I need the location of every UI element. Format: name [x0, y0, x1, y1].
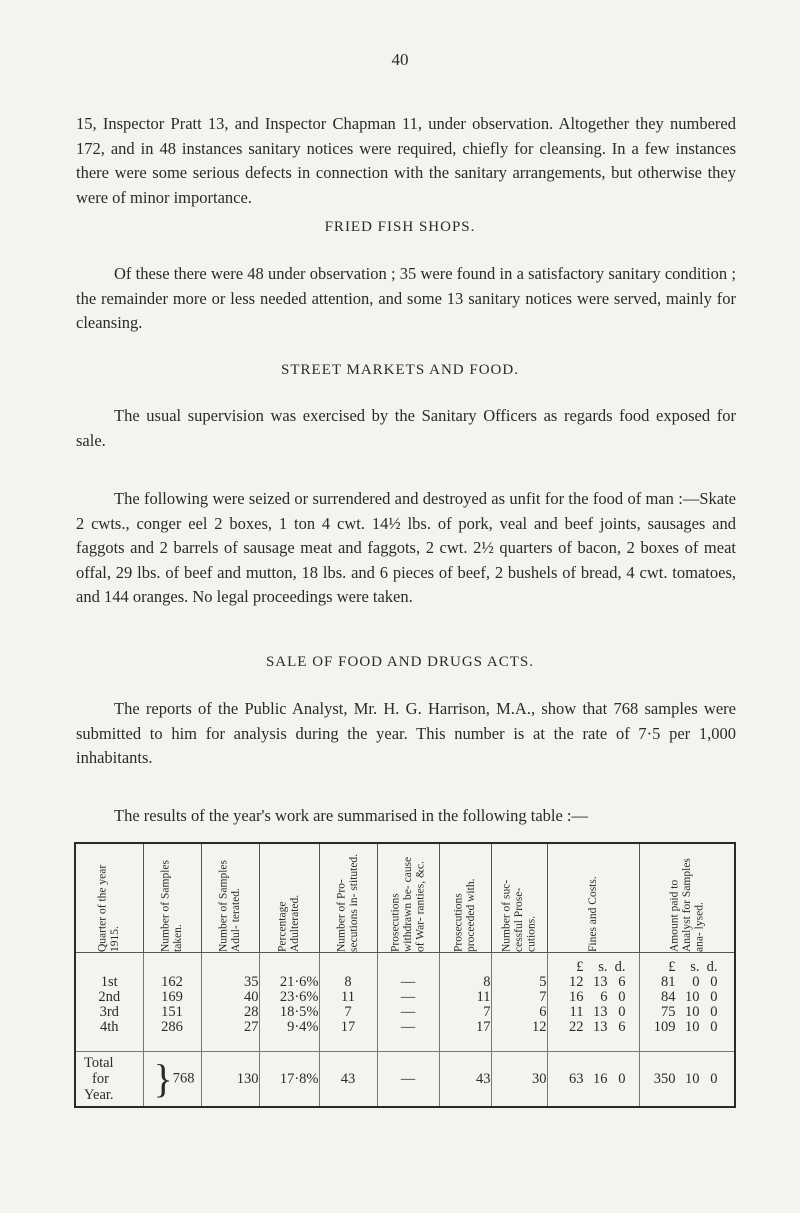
header-prosecutions-instituted: Number of Pro- secutions in- stituted. — [319, 843, 377, 953]
header-percentage: Percentage Adulterated. — [259, 843, 319, 953]
header-fines-costs: Fines and Costs. — [547, 843, 639, 953]
header-quarter: Quarter of the year 1915. — [75, 843, 143, 953]
header-successful-prosecutions: Number of suc- cessful Prose- cutions. — [491, 843, 547, 953]
total-row: Total for Year. }768 130 17·8% 43 — 43 30 63 16 0 350 10 0 — [75, 1052, 735, 1108]
header-samples: Number of Samples taken. — [143, 843, 201, 953]
fried-fish-text: Of these there were 48 under observation ; 35 were found in a satisfactory sanitary condition ; the remainder more or less needed attention, and some 13 sanitary notices were served, mainly for cleansing. — [76, 264, 736, 333]
table-header-row — [75, 843, 735, 953]
units-row — [75, 953, 735, 976]
table-row: 4th 286 27 9·4% 17 — 17 12 22 13 6 109 10 0 — [75, 1020, 735, 1035]
total-samples: }768 — [143, 1052, 201, 1108]
fines-units: £ s. d. — [547, 953, 639, 976]
total-label: Total for Year. — [75, 1052, 143, 1108]
intro-paragraph: 15, Inspector Pratt 13, and Inspector Chapman 11, under observation. Altogether they numbered 172, and in 48 instances sanitary notices were required, chiefly for cleansing. In a few instances there were some serious defects in connection with the sanitary arrangements, but otherwise they were of minor importance. — [76, 114, 736, 207]
table-row: 2nd 169 40 23·6% 11 — 11 7 16 6 0 84 10 0 — [75, 990, 735, 1005]
food-drugs-text-2: The results of the year's work are summarised in the following table :— — [114, 806, 589, 825]
page-number: 40 — [391, 50, 409, 69]
table-separator — [75, 1035, 735, 1052]
analyst-units: £ s. d. — [668, 959, 718, 975]
brace-icon: } — [153, 1056, 173, 1101]
header-analyst-amount: Amount paid to Analyst for Samples ana- lysed. — [639, 843, 735, 953]
results-table — [74, 842, 736, 1108]
table-row: 1st 162 35 21·6% 8 — 8 5 12 13 6 81 0 0 — [75, 975, 735, 990]
street-markets-heading: STREET MARKETS AND FOOD. — [281, 362, 519, 378]
fried-fish-heading: FRIED FISH SHOPS. — [324, 219, 476, 235]
header-prosecutions-proceeded: Prosecutions proceeded with. — [439, 843, 491, 953]
food-drugs-text-1: The reports of the Public Analyst, Mr. H. G. Harrison, M.A., show that 768 samples were submitted to him for analysis during the year. This number is at the rate of 7·5 per 1,000 inhabitants. — [76, 699, 736, 768]
street-markets-text-2: The following were seized or surrendered and destroyed as unfit for the food of man :—Skate 2 cwts., conger eel 2 boxes, 1 ton 4 cwt. 14½ lbs. of pork, veal and beef joints, sausages and faggots and 2 barrels of sausage meat and faggots, 2 cwt. 2½ quarters of bacon, 2 boxes of meat offal, 29 lbs. of beef and mutton, 18 lbs. and 6 pieces of beef, 2 bushels of bread, 4 cwt. tomatoes, and 144 oranges. No legal proceedings were taken. — [76, 489, 736, 607]
header-adulterated: Number of Samples Adul- terated. — [201, 843, 259, 953]
table-row: 3rd 151 28 18·5% 7 — 7 6 11 13 0 75 10 0 — [75, 1005, 735, 1020]
food-drugs-heading: SALE OF FOOD AND DRUGS ACTS. — [265, 654, 535, 670]
street-markets-text-1: The usual supervision was exercised by the Sanitary Officers as regards food exposed for sale. — [76, 406, 736, 450]
header-prosecutions-withdrawn: Prosecutions withdrawn be- cause of War- ranties, &c. — [377, 843, 439, 953]
